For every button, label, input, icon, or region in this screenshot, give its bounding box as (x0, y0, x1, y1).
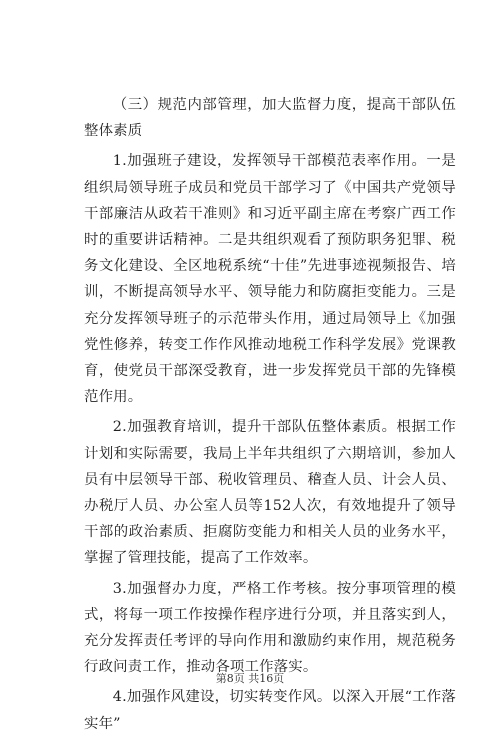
paragraph-1: 1.加强班子建设，发挥领导干部模范表率作用。一是组织局领导班子成员和党员干部学习了《中国共产党领导干部廉洁从政若干准则》和习近平副主席在考察广西工作时的重要讲话精神。二是共组织观看了预防职务犯罪、税务文化建设、全区地税系统“十佳”先进事迹视频报告、培训，不断提高领导水平、领导能力和防腐拒变能力。三是充分发挥领导班子的示范带头作用，通过局领导上《加强党性修养，转变工作作风推动地税工作科学发展》党课教育，使党员干部深受教育，进一步发挥党员干部的先锋模范作用。 (84, 153, 456, 406)
paragraph-3: 3.加强督办力度，严格工作考核。按分事项管理的模式，将每一项工作按操作程序进行分项，并且落实到人，充分发挥责任考评的导向作用和激励约束作用，规范税务行政问责工作，推动各项工作落实。 (84, 580, 456, 676)
section-heading: （三）规范内部管理，加大监督力度，提高干部队伍整体素质 (84, 97, 456, 140)
paragraph-4: 4.加强作风建设，切实转变作风。以深入开展“工作落实年” (84, 689, 456, 732)
paragraph-2: 2.加强教育培训，提升干部队伍整体素质。根据工作计划和实际需要，我局上半年共组织了六期培训，参加人员有中层领导干部、税收管理员、稽查人员、计会人员、办税厅人员、办公室人员等152人次，有效地提升了领导干部的政治素质、拒腐防变能力和相关人员的业务水平，掌握了管理技能，提高了工作效率。 (84, 419, 456, 567)
document-body (84, 92, 456, 741)
page-number-footer: 第8页 共16页 (215, 672, 285, 685)
